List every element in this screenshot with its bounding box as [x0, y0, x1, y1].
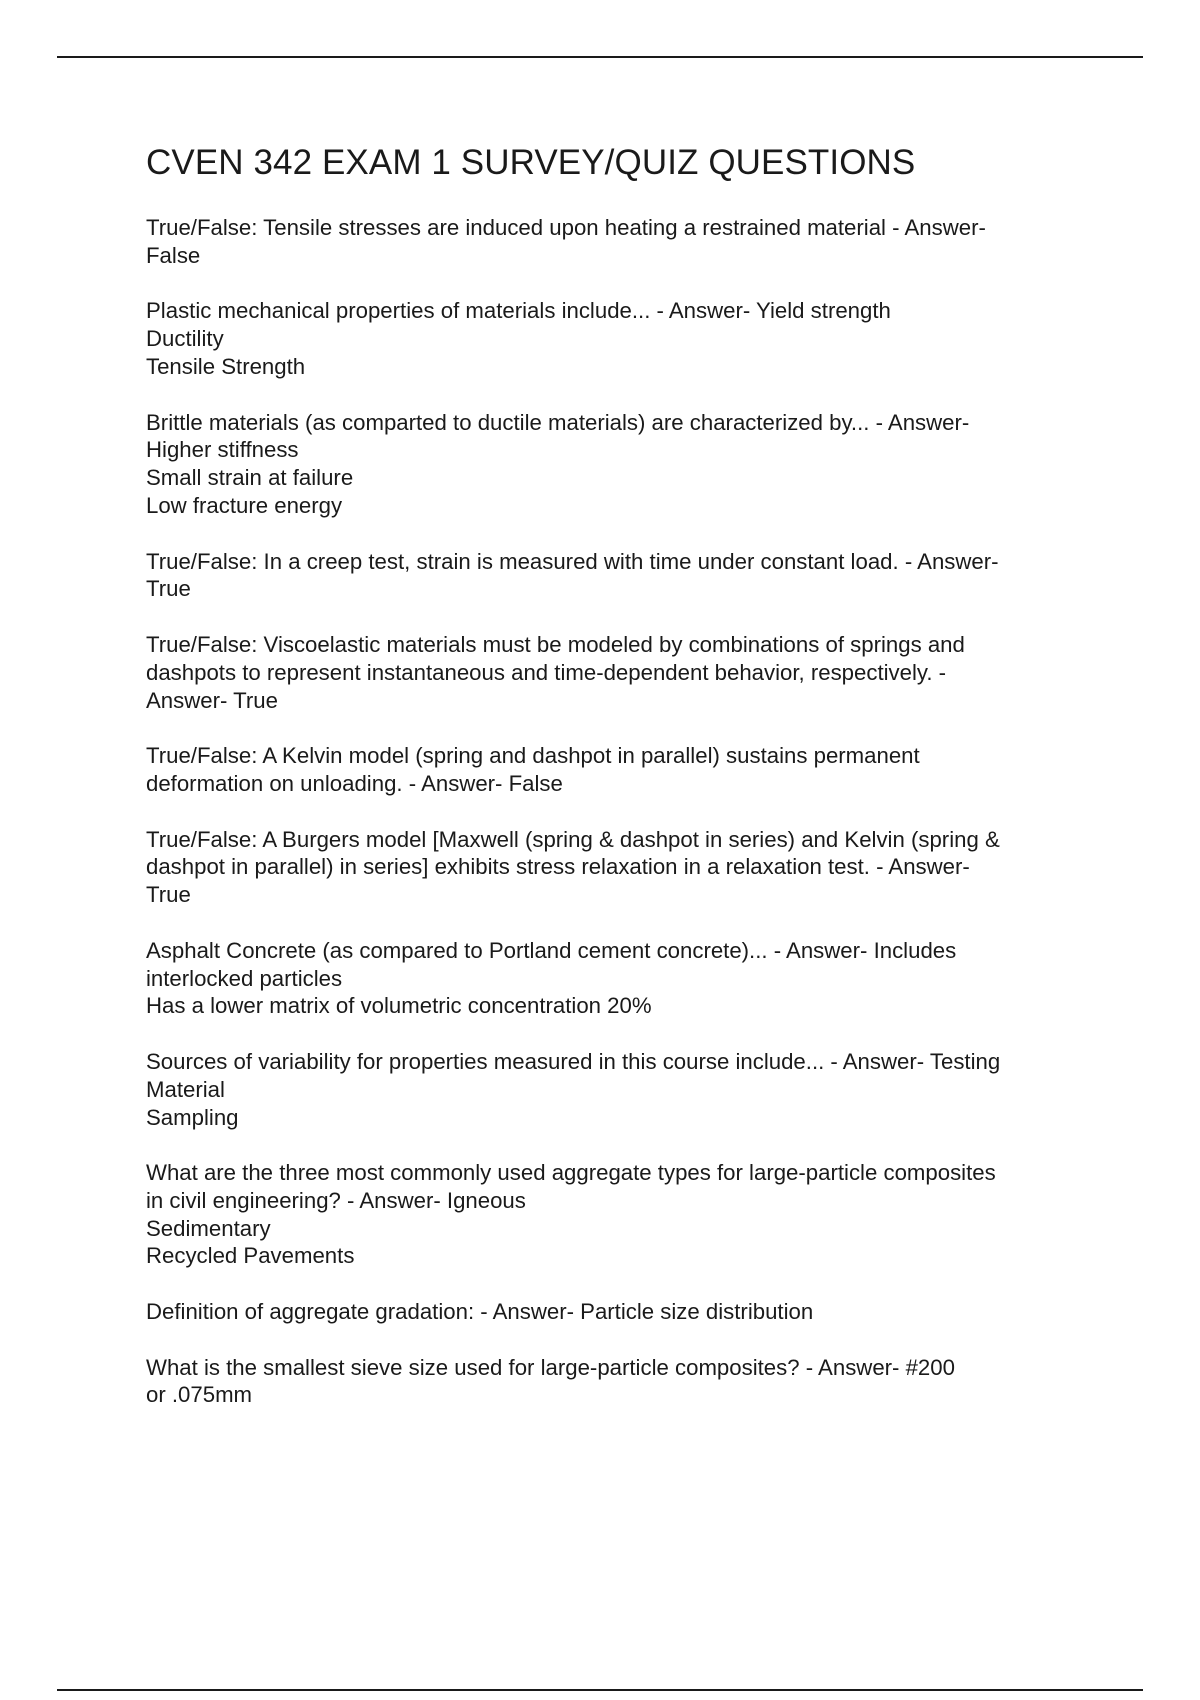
question-text-line: Asphalt Concrete (as compared to Portland cement concrete)... - Answer- Includes	[146, 937, 957, 963]
question-text-line: True/False: A Burgers model [Maxwell (spring & dashpot in series) and Kelvin (spring &	[146, 826, 1000, 852]
question-text-line: Has a lower matrix of volumetric concentration 20%	[146, 993, 652, 1019]
question-text-line: dashpot in parallel) in series] exhibits stress relaxation in a relaxation test. - Answer-	[146, 854, 970, 880]
question-item	[146, 1159, 1086, 1270]
document-title: CVEN 342 EXAM 1 SURVEY/QUIZ QUESTIONS	[146, 143, 916, 182]
question-text-line: or .075mm	[146, 1382, 253, 1408]
question-text-line: True/False: A Kelvin model (spring and dashpot in parallel) sustains permanent	[146, 743, 920, 769]
question-text-line: Sources of variability for properties measured in this course include... - Answer- Testing	[146, 1048, 1001, 1074]
bottom-divider	[57, 1689, 1143, 1691]
question-item	[146, 214, 1086, 270]
top-divider	[57, 56, 1143, 58]
question-text-line: Brittle materials (as comparted to ductile materials) are characterized by... - Answer-	[146, 409, 970, 435]
question-text-line: in civil engineering? - Answer- Igneous	[146, 1187, 526, 1213]
question-text-line: True/False: Viscoelastic materials must be modeled by combinations of springs and	[146, 631, 965, 657]
question-item	[146, 1048, 1086, 1131]
question-text-line: Higher stiffness	[146, 437, 299, 463]
question-item	[146, 1354, 1086, 1410]
question-text-line: Ductility	[146, 326, 224, 352]
question-text-line: deformation on unloading. - Answer- False	[146, 770, 563, 796]
question-item	[146, 409, 1086, 520]
question-item	[146, 742, 1086, 798]
question-text-line: Definition of aggregate gradation: - Answer- Particle size distribution	[146, 1299, 814, 1325]
question-text-line: True	[146, 882, 191, 908]
question-list	[146, 214, 1086, 1409]
question-text-line: Material	[146, 1076, 225, 1102]
document-body	[146, 142, 1086, 1437]
question-text-line: dashpots to represent instantaneous and time-dependent behavior, respectively. -	[146, 659, 947, 685]
question-text-line: True/False: Tensile stresses are induced upon heating a restrained material - Answer-	[146, 215, 986, 240]
question-text-line: Low fracture energy	[146, 492, 343, 518]
question-text-line: True	[146, 576, 191, 602]
question-text-line: What are the three most commonly used aggregate types for large-particle composites	[146, 1160, 996, 1186]
question-text-line: Tensile Strength	[146, 353, 306, 379]
question-text-line: Recycled Pavements	[146, 1243, 355, 1269]
question-text-line: Plastic mechanical properties of materials include... - Answer- Yield strength	[146, 298, 891, 324]
question-text-line: True/False: In a creep test, strain is measured with time under constant load. - Answer-	[146, 548, 999, 574]
question-item	[146, 297, 1086, 380]
question-text-line: interlocked particles	[146, 965, 343, 991]
question-text-line: Small strain at failure	[146, 465, 354, 491]
question-item	[146, 631, 1086, 714]
question-item	[146, 937, 1086, 1020]
question-text-line: What is the smallest sieve size used for large-particle composites? - Answer- #200	[146, 1354, 955, 1380]
question-text-line: Sedimentary	[146, 1215, 271, 1241]
question-item	[146, 1298, 1086, 1326]
question-text-line: False	[146, 242, 201, 268]
question-text-line: Answer- True	[146, 687, 278, 713]
question-item	[146, 826, 1086, 909]
question-item	[146, 548, 1086, 604]
question-text-line: Sampling	[146, 1104, 239, 1130]
